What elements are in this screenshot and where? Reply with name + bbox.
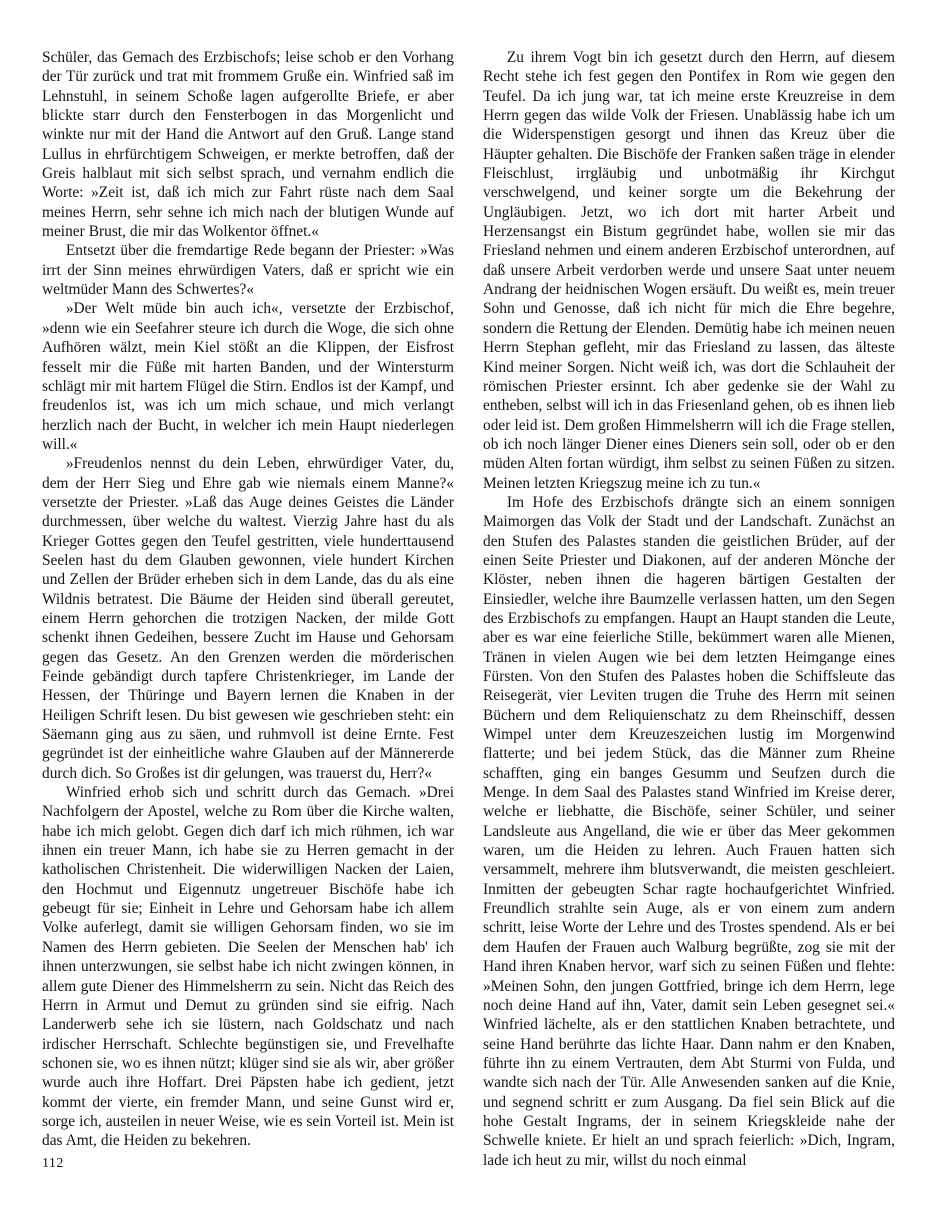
paragraph: Winfried erhob sich und schritt durch das Gemach. »Drei Nachfolgern der Apostel, welche zu Rom über die Kirche walten, habe ich mich gelobt. Gegen dich darf ich mich rühmen, ich war ihnen ein treuer Mann, ich habe sie zu Herren gemacht in der katholischen Christenheit. Die widerwilligen Nacken der Laien, den Hochmut und Eigennutz ungetreuer Bischöfe habe ich gebeugt für sie; Einheit in Lehre und Gehorsam habe ich allem Volke auferlegt, damit sie willigen Gehorsam finden, wo sie im Namen des Herrn gebieten. Die Seelen der Menschen hab' ich ihnen unterzwungen, sie selbst habe ich nicht zwingen können, in allem gute Diener des Himmelsherrn zu sein. Nicht das Reich des Herrn in Armut und Demut zu gründen sind sie eifrig. Nach Landerwerb sehe ich sie lüstern, nach Goldschatz und nach irdischer Herrschaft. Schlechte begünstigen sie, und Frevelhafte schonen sie, wo es ihnen nützt; klüger sind sie als wir, aber größer wurde auch ihre Hoffart. Drei Päpsten habe ich gedient, jetzt kommt der vierte, ein fremder Mann, und seine Gunst wird er, sorge ich, austeilen in neuer Weise, wie es sein Vorteil ist. Mein ist das Amt, die Heiden zu bekehren. — [42, 784, 454, 1150]
paragraph: Im Hofe des Erzbischofs drängte sich an einem sonnigen Maimorgen das Volk der Stadt und der Landschaft. Zunächst an den Stufen des Palastes standen die geistlichen Brüder, auf der einen Seite Priester und Diakonen, auf der anderen Mönche der Klöster, neben ihnen die hageren bärtigen Gestalten der Einsiedler, welche ihre Baumzelle verlassen hatten, um den Segen des Erzbischofs zu empfangen. Haupt an Haupt standen die Leute, aber es war eine feierliche Stille, bekümmert waren alle Mienen, Tränen in vielen Augen wie bei dem letzten Heimgange eines Fürsten. Von den Stufen des Palastes hoben die Schiffsleute das Reisegerät, vier Leviten trugen die Truhe des Herrn mit seinen Büchern und dem Reliquienschatz zu dem Rheinschiff, dessen Wimpel unter dem Kreuzeszeichen lustig im Morgenwind flatterte; und bei jedem Stück, das die Männer zum Rheine schafften, ging ein banges Gesumm und Seufzen durch die Menge. In dem Saal des Palastes stand Winfried im Kreise derer, welche er liebhatte, die Bischöfe, seiner Schüler, und seiner Landsleute aus Angelland, die wie er über das Meer gekommen waren, um die Heiden zu lehren. Auch Frauen hatten sich versammelt, mehrere ihm blutsverwandt, die meisten geschleiert. Inmitten der gebeugten Schar ragte hochaufgerichtet Winfried. Freundlich strahlte sein Auge, als er von einem zum andern schritt, leise Worte der Lehre und des Trostes spendend. Als er bei dem Haufen der Frauen auch Walburg begrüßte, zog sie mit der Hand ihren Knaben hervor, warf sich zu seinen Füßen und flehte: »Meinen Sohn, den jungen Gottfried, bringe ich dem Herrn, lege noch deine Hand auf ihn, Vater, damit sein Leben gesegnet sei.« Winfried lächelte, als er den stattlichen Knaben betrachtete, und seine Hand berührte das lichte Haar. Dann nahm er den Knaben, führte ihn zu einem Vertrauten, dem Abt Sturmi von Fulda, und wandte sich nach der Tür. Alle Anwesenden sanken auf die Knie, und segnend schritt er zum Ausgang. Da fiel sein Blick auf die hohe Gestalt Ingrams, der in seinem Kriegskleide nahe der Schwelle kniete. Er hielt an und sprach feierlich: »Dich, Ingram, lade ich heut zu mir, willst du noch einmal — [483, 493, 895, 1169]
left-column — [42, 48, 454, 1170]
paragraph: Entsetzt über die fremdartige Rede begann der Priester: »Was irrt der Sinn meines ehrwürdigen Vaters, daß er spricht wie ein weltmüder Mann des Schwertes?« — [42, 242, 454, 299]
right-column — [483, 48, 895, 1170]
page-number: 112 — [42, 1156, 64, 1171]
paragraph-continuation: Schüler, das Gemach des Erzbischofs; leise schob er den Vorhang der Tür zurück und trat mit frommem Gruße ein. Winfried saß im Lehnstuhl, in seinem Schoße lagen aufgerollte Briefe, er aber blickte starr durch den Fensterbogen in das Morgenlicht und winkte nur mit der Hand die Antwort auf den Gruß. Lange stand Lullus in ehrfürchtigem Schweigen, er merkte betroffen, daß der Greis halblaut mit sich selbst sprach, und vernahm endlich die Worte: »Zeit ist, daß ich mich zur Fahrt rüste nach dem Saal meines Herrn, sehr sehne ich mich nach der blutigen Wunde auf meiner Brust, die mir das Wolkentor öffnet.« — [42, 49, 454, 241]
two-column-text — [42, 48, 895, 1170]
paragraph: »Der Welt müde bin auch ich«, versetzte der Erzbischof, »denn wie ein Seefahrer steure ich durch die Woge, die sich ohne Aufhören wälzt, mein Kiel stößt an die Klippen, der Eisfrost fesselt mir die Füße mit harten Banden, und der Wintersturm schlägt mir mit hartem Flügel die Stirn. Endlos ist der Kampf, und freudenlos ist, was ich um mich schaue, und mich verlangt herzlich nach der Bucht, in welcher ich mein Haupt niederlegen will.« — [42, 300, 454, 453]
paragraph: Zu ihrem Vogt bin ich gesetzt durch den Herrn, auf diesem Recht stehe ich fest gegen den Pontifex in Rom wie gegen den Teufel. Da ich jung war, tat ich meine erste Kreuzreise in dem Herrn gegen das wilde Volk der Friesen. Unablässig habe ich um die Widerspenstigen gesorgt und ihnen das Kreuz über die Häupter gehalten. Die Bischöfe der Franken saßen träge in elender Fleischlust, irrgläubig und unbotmäßig ihr Kirchgut verschwelgend, und keiner sorgte um die Bekehrung der Ungläubigen. Jetzt, wo ich dort mit harter Arbeit und Herzensangst ein Bistum gegründet habe, wollen sie mir das Friesland nehmen und einem anderen Erzbischof unterordnen, auf daß unsere Arbeit verdorben werde und unsere Saat unter neuem Andrang der heidnischen Wogen ersäuft. Du weißt es, mein treuer Sohn und Genosse, daß ich nicht für mich die Ehre begehre, sondern die Rettung der Elenden. Demütig habe ich meinen neuen Herrn Stephan gefleht, mir das Friesland zu lassen, das älteste Kind meiner Sorgen. Nicht weiß ich, was dort die Schlauheit der römischen Priester ersinnt. Ich aber gedenke sie der Wahl zu entheben, selbst will ich in das Friesenland gehen, ob es ihnen lieb oder leid ist. Dem großen Himmelsherrn will ich die Frage stellen, ob ich noch länger Diener eines Dieners sein soll, oder ob er den müden Alten fortan würdigt, ihm selbst zu seinen Füßen zu sitzen. Meinen letzten Kriegszug meine ich zu tun.« — [483, 49, 895, 492]
paragraph: »Freudenlos nennst du dein Leben, ehrwürdiger Vater, du, dem der Herr Sieg und Ehre gab wie niemals einem Manne?« versetzte der Priester. »Laß das Auge deines Geistes die Länder durchmessen, über welche du waltest. Vierzig Jahre hast du als Krieger Gottes gegen den Teufel gestritten, viele hunderttausend Seelen hast du dem Glauben gewonnen, viele hundert Kirchen und Zellen der Brüder erheben sich in dem Lande, das du als eine Wildnis betratest. Die Bäume der Heiden sind überall gereutet, einem Herrn gehorchen die trotzigen Nacken, der milde Gott schenkt ihnen Gedeihen, bessere Zucht im Hause und Gehorsam gegen das Gesetz. An den Grenzen werden die mörderischen Feinde gebändigt durch tapfere Christenkrieger, im Lande der Hessen, der Thüringe und Bayern lernen die Knaben in der Heiligen Schrift lesen. Du bist gewesen wie geschrieben steht: ein Säemann ging aus zu säen, und ruhmvoll ist deine Ernte. Fest gegründet ist der einheitliche wahre Glauben auf der Männererde durch dich. So Großes ist dir gelungen, was trauerst du, Herr?« — [42, 455, 454, 782]
